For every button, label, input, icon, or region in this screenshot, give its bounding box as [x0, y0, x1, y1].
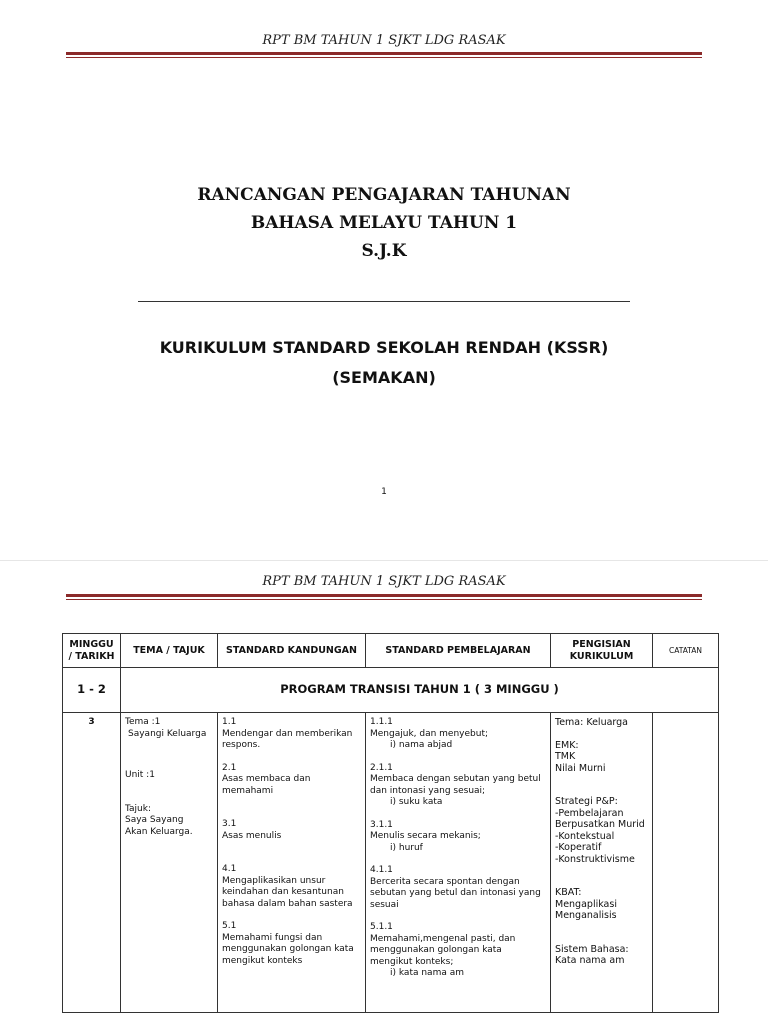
pengisian-strategi-item: -Koperatif — [555, 842, 602, 853]
sk-number: 1.1 — [222, 717, 237, 727]
tajuk-label: Tajuk: — [125, 803, 151, 814]
sk-text: Asas membaca dan memahami — [222, 774, 311, 796]
title-line: BAHASA MELAYU TAHUN 1 — [250, 213, 518, 233]
title-line: S.J.K — [361, 241, 407, 261]
rpt-table — [62, 633, 719, 1013]
sp-number: 3.1.1 — [370, 819, 393, 830]
sp-number: 1.1.1 — [370, 717, 393, 727]
sp-subitem: i) nama abjad — [390, 740, 453, 750]
title-line: RANCANGAN PENGAJARAN TAHUNAN — [197, 185, 571, 205]
sp-subitem: i) huruf — [390, 842, 423, 853]
page-number: 1 — [381, 487, 387, 497]
program-transisi-cell: PROGRAM TRANSISI TAHUN 1 ( 3 MINGGU ) — [121, 668, 719, 713]
kssr-heading — [0, 333, 768, 393]
col-header-sp: STANDARD PEMBELAJARAN — [366, 634, 551, 668]
sp-text: Bercerita secara spontan dengan sebutan yang betul dan intonasi yang sesuai — [370, 876, 541, 910]
pengisian-kurikulum-cell — [551, 713, 653, 1013]
pengisian-sistem-value: Kata nama am — [555, 955, 625, 966]
pengisian-strategi-item: -Kontekstual — [555, 830, 615, 842]
pengisian-strategi-item: -Konstruktivisme — [555, 853, 635, 865]
pengisian-strategi-label: Strategi P&P: — [555, 796, 618, 807]
tajuk-value: Akan Keluarga. — [125, 826, 193, 837]
col-header-sk: STANDARD KANDUNGAN — [218, 634, 366, 668]
pengisian-emk-item: TMK — [555, 751, 576, 762]
standard-kandungan-cell — [218, 713, 366, 1013]
sp-number: 4.1.1 — [370, 865, 393, 875]
tema-label: Tema :1 — [125, 717, 161, 727]
standard-pembelajaran-cell — [366, 713, 551, 1013]
pengisian-emk-item: Nilai Murni — [555, 762, 606, 774]
table-row — [63, 668, 719, 713]
col-header-catatan: CATATAN — [653, 634, 719, 668]
sp-text: Mengajuk, dan menyebut; — [370, 728, 489, 739]
pengisian-strategi-item: -Pembelajaran Berpusatkan Murid — [555, 807, 645, 830]
table-row — [63, 713, 719, 1013]
sk-number: 3.1 — [222, 819, 237, 829]
pengisian-kbat-item: Menganalisis — [555, 910, 617, 921]
table-header-row — [63, 634, 719, 668]
unit-label: Unit :1 — [125, 770, 155, 780]
sp-text: Membaca dengan sebutan yang betul dan intonasi yang sesuai; — [370, 774, 541, 796]
sk-text: Memahami fungsi dan menggunakan golongan kata mengikut konteks — [222, 932, 354, 966]
document-title — [0, 181, 768, 265]
sp-number: 5.1.1 — [370, 922, 393, 932]
pengisian-sistem-label: Sistem Bahasa: — [555, 943, 629, 955]
page-header: RPT BM TAHUN 1 SJKT LDG RASAK — [262, 33, 506, 48]
kssr-line: KURIKULUM STANDARD SEKOLAH RENDAH (KSSR) — [159, 338, 609, 357]
sk-number: 4.1 — [222, 864, 237, 874]
tajuk-value: Saya Sayang — [125, 815, 184, 825]
header-rule — [66, 594, 702, 600]
col-header-tema: TEMA / TAJUK — [121, 634, 218, 668]
col-header-minggu: MINGGU / TARIKH — [63, 634, 121, 668]
week-cell: 3 — [63, 713, 121, 1013]
title-underline — [138, 301, 630, 302]
page-header: RPT BM TAHUN 1 SJKT LDG RASAK — [262, 574, 506, 589]
col-header-pengisian: PENGISIAN KURIKULUM — [551, 634, 653, 668]
sk-number: 5.1 — [222, 921, 237, 931]
kssr-line: (SEMAKAN) — [332, 368, 436, 387]
sp-text: Menulis secara mekanis; — [370, 831, 481, 841]
week-cell: 1 - 2 — [63, 668, 121, 713]
sp-number: 2.1.1 — [370, 762, 393, 773]
pengisian-kbat-item: Mengaplikasi — [555, 898, 617, 910]
pengisian-emk-label: EMK: — [555, 739, 579, 751]
sk-text: Mendengar dan memberikan respons. — [222, 728, 353, 750]
tema-value: Sayangi Keluarga — [128, 728, 207, 739]
header-rule — [66, 52, 702, 58]
sp-subitem: i) kata nama am — [390, 968, 464, 978]
sk-text: Asas menulis — [222, 830, 282, 841]
pengisian-tema: Tema: Keluarga — [555, 717, 629, 728]
catatan-cell — [653, 713, 719, 1013]
sp-text: Memahami,mengenal pasti, dan menggunakan golongan kata mengikut konteks; — [370, 933, 516, 967]
sk-text: Mengaplikasikan unsur keindahan dan kesantunan bahasa dalam bahan sastera — [222, 875, 353, 909]
pengisian-kbat-label: KBAT: — [555, 887, 582, 898]
sk-number: 2.1 — [222, 762, 237, 773]
tema-cell — [121, 713, 218, 1013]
sp-subitem: i) suku kata — [390, 797, 443, 807]
page-separator — [0, 560, 768, 561]
